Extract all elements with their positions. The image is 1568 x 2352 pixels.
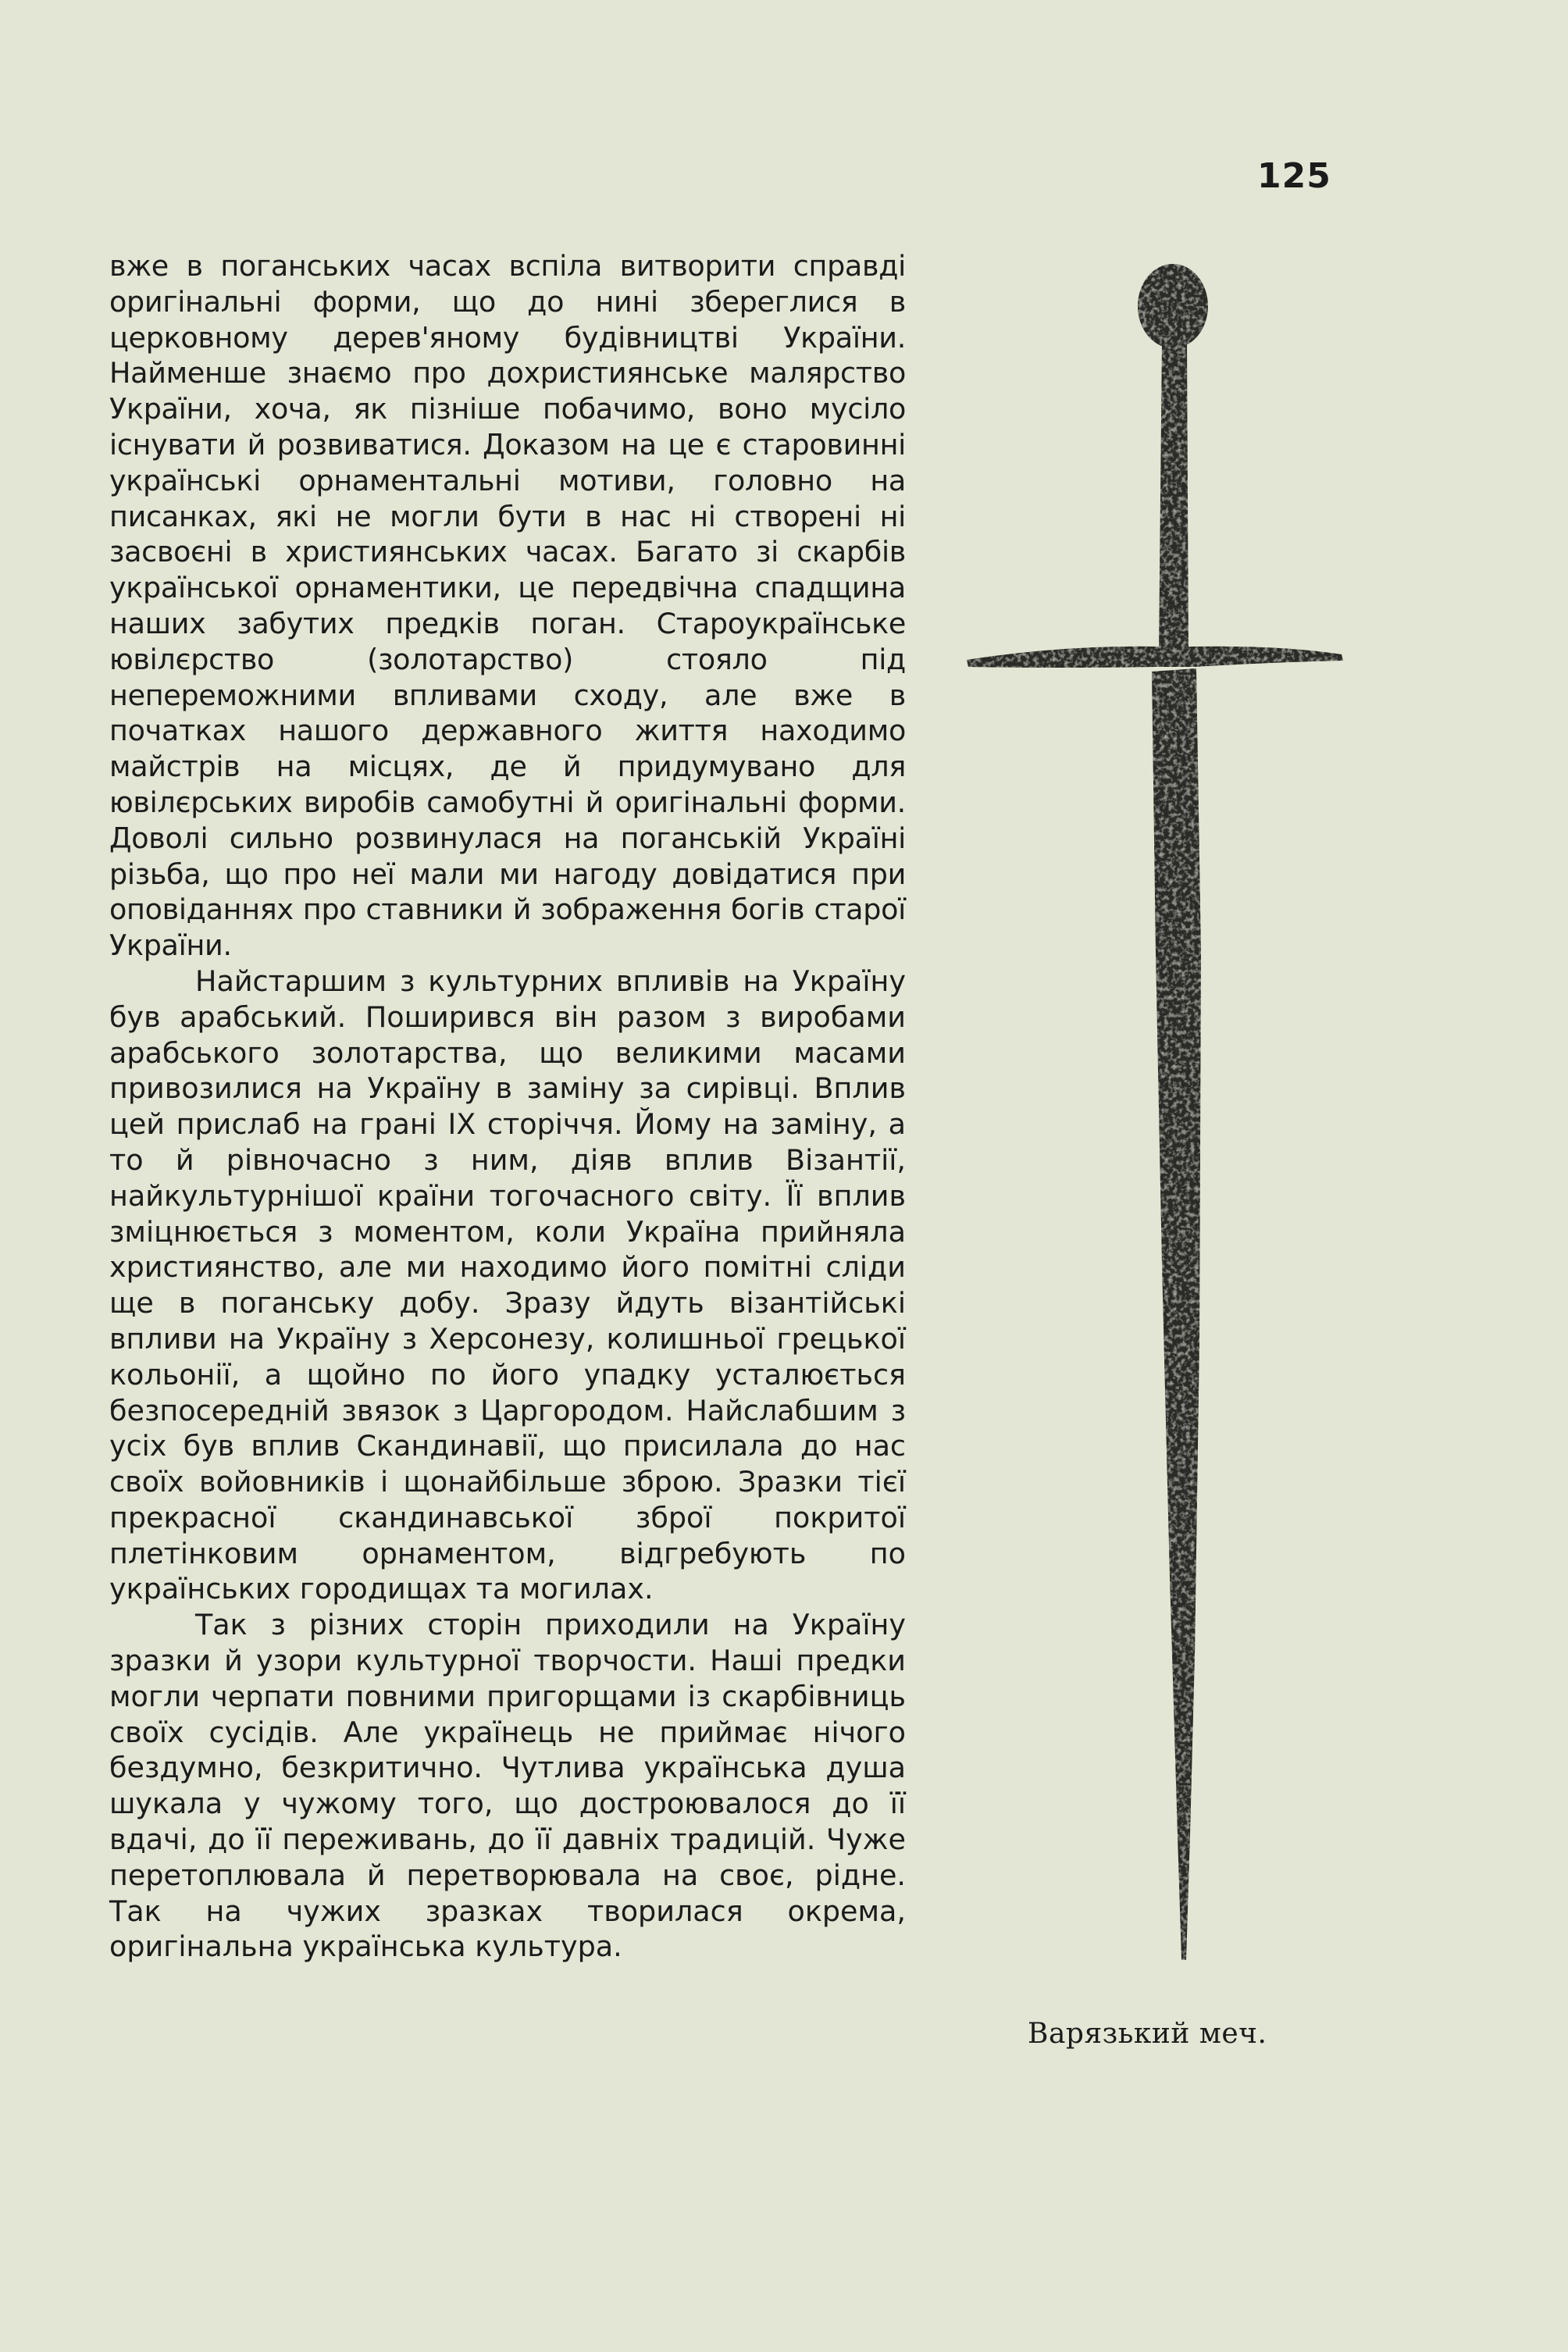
- sword-pommel: [1138, 264, 1208, 348]
- paragraph-1: вже в поганських часах вспіла витворити справді оригінальні форми, що до нині збереглися в церковному дерев'яному будівництві України. Найменше знаємо про дохристиянське малярство України, хоча, як пізніше побачимо, воно мусіло існувати й розвиватися. Доказом на це є старовинні українські орнаментальні мотиви, головно на писанках, які не могли бути в нас ні створені ні засвоєні в християнських часах. Багато зі скарбів української орнаментики, це передвічна спадщина наших забутих предків поган. Староукраїнське ювілєрство (золотарство) стояло під непереможними впливами сходу, але вже в початках нашого державного життя находимо майстрів на місцях, де й придумувано для ювілєрських виробів самобутні й оригінальні форми. Доволі сильно розвинулася на поганській Україні різьба, що про неї мали ми нагоду довідатися при оповіданнях про ставники й зображення богів старої України.: [109, 249, 906, 963]
- sword-grip: [1159, 342, 1188, 656]
- paragraph-3: Так з різних сторін приходили на Україну зразки й узори культурної творчости. Наші предки могли черпати повними пригорщами із скарбівниць своїх сусідів. Але українець не приймає нічого бездумно, безкритично. Чутлива українська душа шукала у чужому того, що достроювалося до її вдачі, до її переживань, до її давніх традицій. Чуже перетоплювала й перетворювала на своє, рідне. Так на чужих зразках творилася окрема, оригінальна українська культура.: [109, 1608, 906, 1964]
- page-number: 125: [1257, 156, 1331, 196]
- sword-drawing: [967, 264, 1343, 1960]
- varangian-sword-illustration: [960, 250, 1351, 1999]
- sword-crossguard: [967, 647, 1343, 668]
- main-text-column: [109, 248, 906, 1965]
- figure-caption: Варязький меч.: [1028, 2018, 1267, 2050]
- paragraph-2: Найстаршим з культурних впливів на Україну був арабський. Поширився він разом з виробами арабського золотарства, що великими масами привозилися на Україну в заміну за сирівці. Вплив цей прислаб на грані IX сторіччя. Йому на заміну, а то й рівночасно з ним, діяв вплив Візантії, найкультурнішої країни тогочасного світу. Її вплив зміцнюється з моментом, коли Україна прийняла християнство, але ми находимо його помітні сліди ще в поганську добу. Зразу йдуть візантійські впливи на Україну з Херсонезу, колишньої грецької кольонії, а щойно по його упадку усталюється безпосередній звязок з Царгородом. Найслабшим з усіх був вплив Скандинавії, що присилала до нас своїх войовників і щонайбільше зброю. Зразки тієї прекрасної скандинавської зброї покритої плетінковим орнаментом, відгребують по українських городищах та могилах.: [109, 964, 906, 1606]
- sword-blade: [1152, 668, 1201, 1960]
